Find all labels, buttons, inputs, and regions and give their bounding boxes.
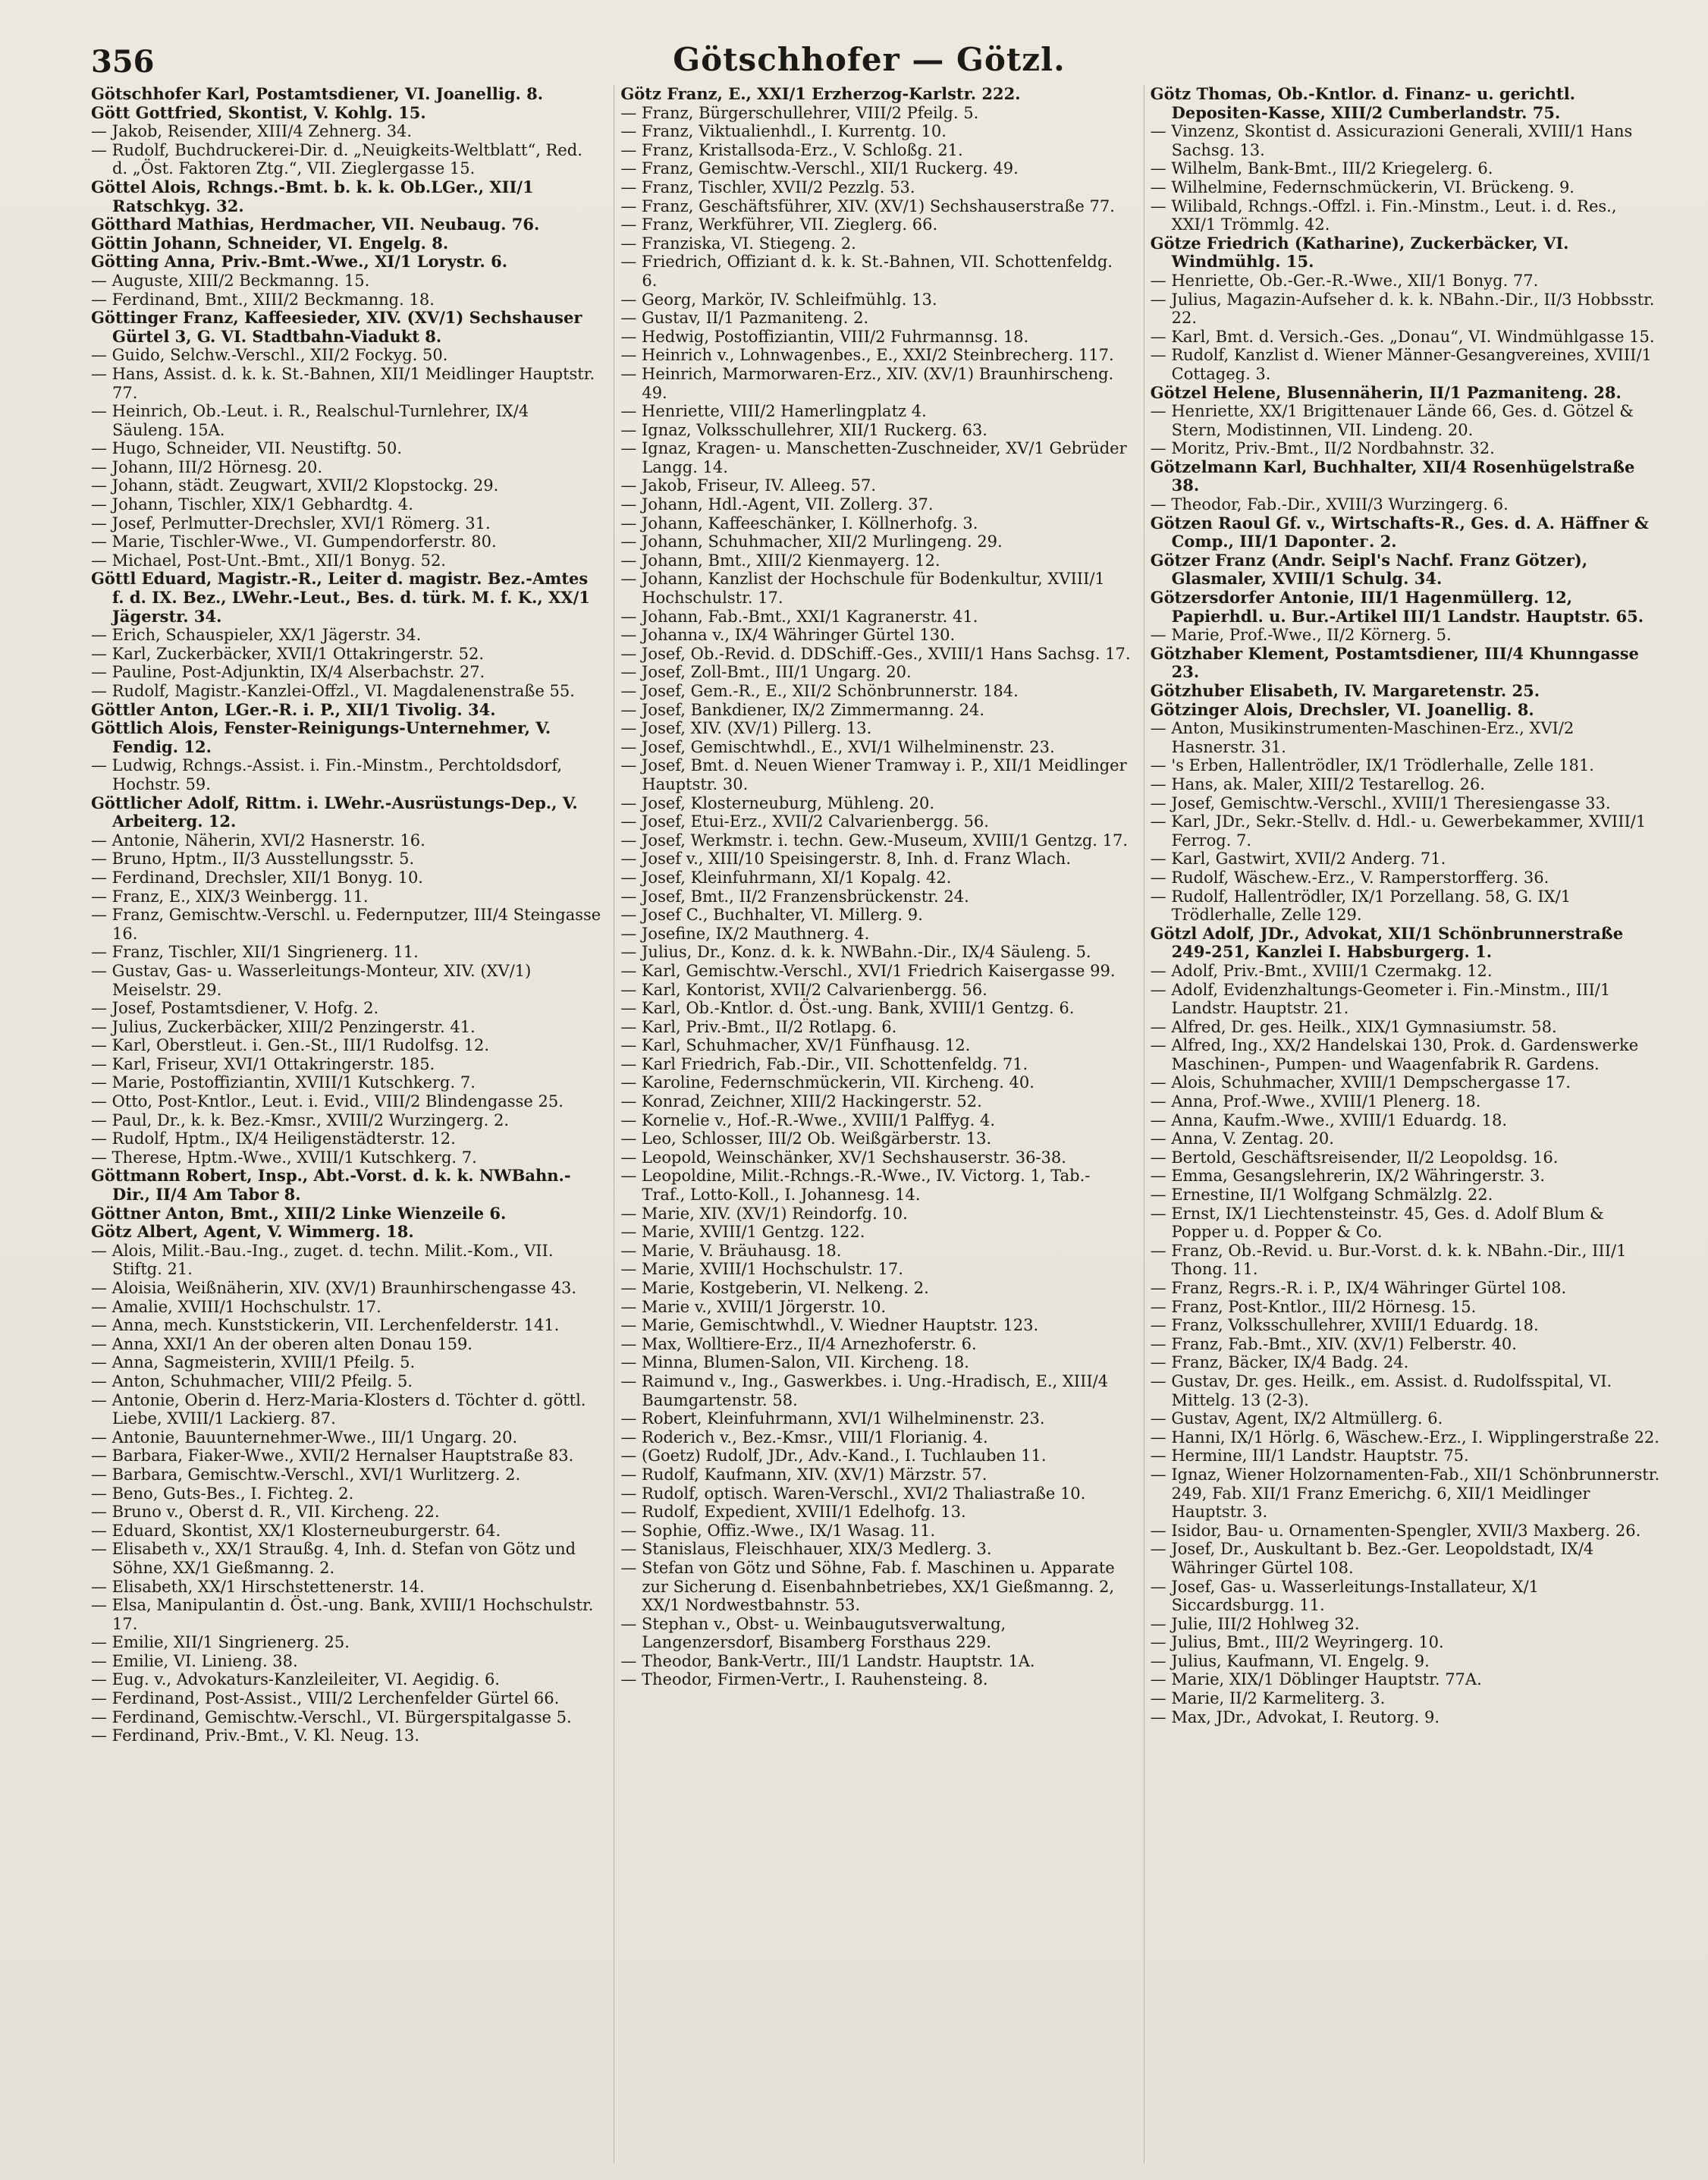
directory-entry: — Marie, Prof.-Wwe., II/2 Körnerg. 5. [1150,626,1452,645]
directory-entry: — Ferdinand, Bmt., XIII/2 Beckmanng. 18. [91,290,435,309]
directory-entry: — Max, Wolltiere-Erz., II/4 Arnezhoferstr. 6. [620,1334,977,1353]
directory-entry: — Anna, Prof.-Wwe., XVIII/1 Plenerg. 18. [1150,1092,1481,1111]
directory-entry: Götz Albert, Agent, V. Wimmerg. 18. [91,1222,414,1242]
directory-entry: — Ignaz, Volksschullehrer, XII/1 Ruckerg. 63. [620,420,987,439]
directory-entry: — Johann, Kanzlist der Hochschule für Bodenkultur, XVIII/1 Hochschulstr. 17. [620,570,1105,608]
directory-entry: Götzhuber Elisabeth, IV. Margaretenstr. 25. [1150,681,1540,700]
directory-entry: Göttel Alois, Rchngs.-Bmt. b. k. k. Ob.LGer., XII/1 Ratschkyg. 32. [91,177,534,215]
directory-entry: — Rudolf, optisch. Waren-Verschl., XVI/2 Thaliastraße 10. [620,1484,1086,1503]
directory-entry: — Rudolf, Hallentrödler, IX/1 Porzellang. 58, G. IX/1 Trödlerhalle, Zelle 129. [1150,887,1571,925]
directory-entry: — Franz, Tischler, XVII/2 Pezzlg. 53. [620,177,915,196]
directory-entry: — Franz, Post-Kntlor., III/2 Hörnesg. 15. [1150,1297,1477,1316]
directory-entry: — Auguste, XIII/2 Beckmanng. 15. [91,271,370,290]
directory-entry: — Emma, Gesangslehrerin, IX/2 Währingerstr. 3. [1150,1167,1546,1186]
directory-entry: — Jakob, Friseur, IV. Alleeg. 57. [620,476,877,495]
directory-entry: — Amalie, XVIII/1 Hochschulstr. 17. [91,1297,381,1316]
directory-entry: — Franziska, VI. Stiegeng. 2. [620,234,856,253]
directory-entry: — Alois, Milit.-Bau.-Ing., zuget. d. techn. Milit.-Kom., VII. Stiftg. 21. [91,1241,554,1279]
directory-entry: Götzelmann Karl, Buchhalter, XII/4 Rosenhügelstraße 38. [1150,457,1635,495]
directory-entry: — Adolf, Evidenzhaltungs-Geometer i. Fin.-Minstm., III/1 Landstr. Hauptstr. 21. [1150,980,1611,1018]
directory-entry: — Ernestine, II/1 Wolfgang Schmälzlg. 22. [1150,1186,1493,1205]
directory-entry: — Franz, Regrs.-R. i. P., IX/4 Währinger Gürtel 108. [1150,1279,1567,1297]
directory-entry: — Theodor, Fab.-Dir., XVIII/3 Wurzingerg. 6. [1150,495,1509,514]
directory-entry: — Karl, Ob.-Kntlor. d. Öst.-ung. Bank, XVIII/1 Gentzg. 6. [620,999,1075,1018]
directory-entry: — Josefine, IX/2 Mauthnerg. 4. [620,924,870,943]
directory-entry: — Vinzenz, Skontist d. Assicurazioni Generali, XVIII/1 Hans Sachsg. 13. [1150,122,1633,159]
directory-entry: — Heinrich, Ob.-Leut. i. R., Realschul-Turnlehrer, IX/4 Säuleng. 15A. [91,402,529,439]
directory-entry: — Marie, Gemischtwhdl., V. Wiedner Hauptstr. 123. [620,1316,1039,1335]
directory-entry: — Pauline, Post-Adjunktin, IX/4 Alserbachstr. 27. [91,663,485,682]
directory-entry: — Julius, Bmt., III/2 Weyringerg. 10. [1150,1633,1444,1652]
directory-entry: — Ludwig, Rchngs.-Assist. i. Fin.-Minstm., Perchtoldsdorf, Hochstr. 59. [91,756,563,793]
directory-entry: — Rudolf, Magistr.-Kanzlei-Offzl., VI. Magdalenenstraße 55. [91,682,575,700]
directory-entry: — Leopoldine, Milit.-Rchngs.-R.-Wwe., IV. Victorg. 1, Tab.-Traf., Lotto-Koll., I. Johannesg. 14. [620,1167,1091,1205]
directory-entry: Götzhaber Klement, Postamtsdiener, III/4 Khunngasse 23. [1150,643,1639,682]
directory-entry: — Anton, Schuhmacher, VIII/2 Pfeilg. 5. [91,1371,413,1390]
directory-entry: — Anna, mech. Kunststickerin, VII. Lerchenfelderstr. 141. [91,1316,560,1335]
directory-entry: — Josef, Gem.-R., E., XII/2 Schönbrunnerstr. 184. [620,682,1019,700]
directory-entry: Göttin Johann, Schneider, VI. Engelg. 8. [91,233,449,253]
directory-entry: — Therese, Hptm.-Wwe., XVIII/1 Kutschkerg. 7. [91,1148,477,1167]
directory-entry: — Alfred, Dr. ges. Heilk., XIX/1 Gymnasiumstr. 58. [1150,1017,1557,1036]
directory-entry: — Anton, Musikinstrumenten-Maschinen-Erz., XVI/2 Hasnerstr. 31. [1150,719,1575,756]
directory-entry: Götthard Mathias, Herdmacher, VII. Neubaug. 76. [91,215,540,234]
directory-entry: — Wilhelm, Bank-Bmt., III/2 Kriegelerg. 6. [1150,159,1493,178]
directory-entry: — Barbara, Fiaker-Wwe., XVII/2 Hernalser Hauptstraße 83. [91,1447,574,1465]
directory-entry: — Rudolf, Kaufmann, XIV. (XV/1) Märzstr. 57. [620,1465,987,1484]
directory-entry: — Gustav, II/1 Pazmaniteng. 2. [620,309,869,328]
directory-entry: — Karl, Zuckerbäcker, XVII/1 Ottakringerstr. 52. [91,644,485,663]
directory-entry: — Emilie, VI. Linieng. 38. [91,1651,298,1670]
directory-entry: — Josef, Ob.-Revid. d. DDSchiff.-Ges., XVIII/1 Hans Sachsg. 17. [620,644,1131,663]
directory-entry: — Guido, Selchw.-Verschl., XII/2 Fockyg. 50. [91,346,448,365]
directory-entry: — Marie, II/2 Karmeliterg. 3. [1150,1689,1386,1708]
directory-entry: — Leopold, Weinschänker, XV/1 Sechshauserstr. 36-38. [620,1148,1066,1167]
directory-entry: — Heinrich v., Lohnwagenbes., E., XXI/2 Steinbrecherg. 117. [620,346,1114,365]
directory-entry: — Ferdinand, Drechsler, XII/1 Bonyg. 10. [91,868,423,887]
page-number: 356 [91,44,155,80]
column-1 [91,85,601,2163]
running-head: Götschhofer — Götzl. [673,41,1066,78]
directory-entry: — Josef, Bmt., II/2 Franzensbrückenstr. 24. [620,887,969,906]
directory-entry: — Johann, Schuhmacher, XII/2 Murlingeng. 29. [620,532,1003,551]
directory-entry: — Karl, Friseur, XVI/1 Ottakringerstr. 185. [91,1054,435,1073]
directory-entry: — Erich, Schauspieler, XX/1 Jägerstr. 34. [91,626,422,645]
directory-entry: — Josef, Etui-Erz., XVII/2 Calvarienbergg. 56. [620,812,989,831]
directory-entry: — Hedwig, Postoffiziantin, VIII/2 Fuhrmannsg. 18. [620,327,1029,346]
directory-entry: — Anna, V. Zentag. 20. [1150,1129,1334,1148]
directory-entry: — Franz, Bäcker, IX/4 Badg. 24. [1150,1353,1409,1372]
directory-entry: — Josef, Dr., Auskultant b. Bez.-Ger. Leopoldstadt, IX/4 Währinger Gürtel 108. [1150,1540,1594,1577]
directory-entry: — Marie, XIX/1 Döblinger Hauptstr. 77A. [1150,1670,1482,1689]
directory-entry: — Josef, Klosterneuburg, Mühleng. 20. [620,793,935,812]
directory-entry: Götz Franz, E., XXI/1 Erzherzog-Karlstr. 222. [620,85,1021,103]
directory-entry: Götzel Helene, Blusennäherin, II/1 Pazmaniteng. 28. [1150,382,1622,402]
directory-entry: Götschhofer Karl, Postamtsdiener, VI. Joanellig. 8. [91,85,544,103]
directory-entry: — Roderich v., Bez.-Kmsr., VIII/1 Florianig. 4. [620,1428,988,1447]
directory-entry: — Hanni, IX/1 Hörlg. 6, Wäschew.-Erz., I. Wipplingerstraße 22. [1150,1428,1659,1447]
directory-entry: — Franz, Gemischtw.-Verschl. u. Federnputzer, III/4 Steingasse 16. [91,906,601,943]
directory-entry: — Jakob, Reisender, XIII/4 Zehnerg. 34. [91,122,413,141]
column-2 [614,85,1131,2163]
directory-entry: — Karl, Oberstleut. i. Gen.-St., III/1 Rudolfsg. 12. [91,1036,490,1055]
directory-entry: — Karl, Kontorist, XVII/2 Calvarienbergg. 56. [620,980,987,999]
directory-entry: — Franz, Geschäftsführer, XIV. (XV/1) Sechshauserstraße 77. [620,196,1115,215]
directory-entry: — Josef, Bankdiener, IX/2 Zimmermanng. 24. [620,700,985,719]
directory-entry: — Johann, Kaffeeschänker, I. Köllnerhofg. 3. [620,514,978,532]
directory-entry: — Ignaz, Wiener Holzornamenten-Fab., XII/1 Schönbrunnerstr. 249, Fab. XII/1 Franz Emerichg. 6, XII/1 Meidlinger Hauptstr. 3. [1150,1465,1660,1522]
directory-entry: — Georg, Markör, IV. Schleifmühlg. 13. [620,290,937,309]
directory-entry: — Moritz, Priv.-Bmt., II/2 Nordbahnstr. 32. [1150,439,1495,458]
directory-entry: — Julius, Zuckerbäcker, XIII/2 Penzingerstr. 41. [91,1017,476,1036]
directory-entry: — Franz, Kristallsoda-Erz., V. Schloßg. 21. [620,140,963,159]
directory-entry: — Stanislaus, Fleischhauer, XIX/3 Medlerg. 3. [620,1540,992,1559]
directory-entry: Göttmann Robert, Insp., Abt.-Vorst. d. k. k. NWBahn.-Dir., II/4 Am Tabor 8. [91,1166,571,1205]
directory-entry: — Karl, Bmt. d. Versich.-Ges. „Donau“, VI. Windmühlgasse 15. [1150,327,1655,346]
directory-entry: — Josef, Perlmutter-Drechsler, XVI/1 Römerg. 31. [91,514,491,532]
directory-entry: — Rudolf, Buchdruckerei-Dir. d. „Neuigkeits-Weltblatt“, Red. d. „Öst. Faktoren Ztg.“, VII. Zieglergasse 15. [91,140,582,178]
directory-entry: Göttler Anton, LGer.-R. i. P., XII/1 Tivolig. 34. [91,699,496,719]
directory-entry: — Rudolf, Wäschew.-Erz., V. Ramperstorfferg. 36. [1150,868,1549,887]
directory-entry: — Josef, Kleinfuhrmann, XI/1 Kopalg. 42. [620,868,952,887]
directory-entry: Götze Friedrich (Katharine), Zuckerbäcker, VI. Windmühlg. 15. [1150,233,1569,272]
directory-entry: — Johann, III/2 Hörnesg. 20. [91,457,323,476]
directory-entry: — Elisabeth v., XX/1 Straußg. 4, Inh. d. Stefan von Götz und Söhne, XX/1 Gießmanng. 2. [91,1540,576,1577]
directory-entry: — Josef, Postamtsdiener, V. Hofg. 2. [91,999,379,1018]
directory-entry: — Franz, Fab.-Bmt., XIV. (XV/1) Felberstr. 40. [1150,1334,1517,1353]
directory-entry: — Franz, Viktualienhdl., I. Kurrentg. 10. [620,122,947,141]
directory-entry: — Franz, E., XIX/3 Weinbergg. 11. [91,887,369,906]
directory-entry: Götting Anna, Priv.-Bmt.-Wwe., XI/1 Lorystr. 6. [91,252,508,272]
directory-entry: — Josef, Zoll-Bmt., III/1 Ungarg. 20. [620,663,912,682]
directory-entry: — Franz, Werkführer, VII. Zieglerg. 66. [620,215,938,234]
directory-entry: — Gustav, Agent, IX/2 Altmüllerg. 6. [1150,1409,1443,1428]
directory-entry: — Johann, Bmt., XIII/2 Kienmayerg. 12. [620,551,940,570]
directory-entry: — Wilhelmine, Federnschmückerin, VI. Brückeng. 9. [1150,177,1575,196]
directory-entry: — Hermine, III/1 Landstr. Hauptstr. 75. [1150,1447,1469,1465]
directory-entry: — Franz, Tischler, XII/1 Singrienerg. 11. [91,943,419,962]
directory-entry: — Otto, Post-Kntlor., Leut. i. Evid., VIII/2 Blindengasse 25. [91,1092,564,1111]
directory-entry: — Elisabeth, XX/1 Hirschstettenerstr. 14. [91,1577,425,1596]
directory-entry: — Isidor, Bau- u. Ornamenten-Spengler, XVII/3 Maxberg. 26. [1150,1521,1641,1540]
directory-entry: — Aloisia, Weißnäherin, XIV. (XV/1) Braunhirschengasse 43. [91,1279,577,1297]
directory-entry: — Julie, III/2 Hohlweg 32. [1150,1614,1360,1633]
directory-entry: — Marie v., XVIII/1 Jörgerstr. 10. [620,1297,887,1316]
directory-entry: — Wilibald, Rchngs.-Offzl. i. Fin.-Minstm., Leut. i. d. Res., XXI/1 Trömmlg. 42. [1150,196,1617,234]
directory-entry: — Konrad, Zeichner, XIII/2 Hackingerstr. 52. [620,1092,982,1111]
directory-entry: — Theodor, Bank-Vertr., III/1 Landstr. Hauptstr. 1A. [620,1651,1035,1670]
directory-entry: — Anna, XXI/1 An der oberen alten Donau 159. [91,1334,473,1353]
directory-entry: — (Goetz) Rudolf, JDr., Adv.-Kand., I. Tuchlauben 11. [620,1447,1047,1465]
directory-entry: — Josef C., Buchhalter, VI. Millerg. 9. [620,906,923,925]
directory-entry: — Elsa, Manipulantin d. Öst.-ung. Bank, XVIII/1 Hochschulstr. 17. [91,1596,594,1633]
directory-entry: — Karoline, Federnschmückerin, VII. Kircheng. 40. [620,1073,1035,1092]
directory-entry: Götzen Raoul Gf. v., Wirtschafts-R., Ges. d. A. Häffner & Comp., III/1 Dapontег. 2. [1150,513,1649,551]
directory-entry: — Marie, XIV. (XV/1) Reindorfg. 10. [620,1204,908,1223]
directory-entry: Götzl Adolf, JDr., Advokat, XII/1 Schönbrunnerstraße 249-251, Kanzlei I. Habsburgerg. 1. [1150,923,1624,962]
directory-entry: — Antonie, Bauunternehmer-Wwe., III/1 Ungarg. 20. [91,1428,518,1447]
directory-entry: — Franz, Bürgerschullehrer, VIII/2 Pfeilg. 5. [620,103,979,122]
directory-entry: Göttlicher Adolf, Rittm. i. LWehr.-Ausrüstungs-Dep., V. Arbeiterg. 12. [91,793,578,831]
directory-entry: — Ignaz, Kragen- u. Manschetten-Zuschneider, XV/1 Gebrüder Langg. 14. [620,439,1127,476]
directory-entry: — Ferdinand, Post-Assist., VIII/2 Lerchenfelder Gürtel 66. [91,1689,560,1708]
directory-entry: — Josef v., XIII/10 Speisingerstr. 8, Inh. d. Franz Wlach. [620,850,1071,869]
directory-entry: — Johann, städt. Zeugwart, XVII/2 Klopstockg. 29. [91,476,499,495]
directory-entry: — Marie, Postoffiziantin, XVIII/1 Kutschkerg. 7. [91,1073,476,1092]
directory-entry: — Beno, Guts-Bes., I. Fichteg. 2. [91,1484,354,1503]
directory-entry: — Marie, Kostgeberin, VI. Nelkeng. 2. [620,1279,929,1297]
directory-entry: — Bertold, Geschäftsreisender, II/2 Leopoldsg. 16. [1150,1148,1559,1167]
directory-entry: Göttl Eduard, Magistr.-R., Leiter d. magistr. Bez.-Amtes f. d. IX. Bez., LWehr.-Leut., Bes. d. türk. M. f. K., XX/1 Jägerstr. 34. [91,569,590,626]
directory-entry: — Sophie, Offiz.-Wwe., IX/1 Wasag. 11. [620,1521,936,1540]
directory-entry: — Anna, Kaufm.-Wwe., XVIII/1 Eduardg. 18. [1150,1110,1508,1129]
directory-entry: — Henriette, Ob.-Ger.-R.-Wwe., XII/1 Bonyg. 77. [1150,271,1539,290]
directory-entry: — Ferdinand, Gemischtw.-Verschl., VI. Bürgerspitalgasse 5. [91,1707,572,1726]
directory-entry: — Theodor, Firmen-Vertr., I. Rauhensteing. 8. [620,1670,988,1689]
directory-entry: — Michael, Post-Unt.-Bmt., XII/1 Bonyg. 52. [91,551,446,570]
directory-entry: — Rudolf, Expedient, XVIII/1 Edelhofg. 13. [620,1503,966,1522]
directory-entry: — 's Erben, Hallentrödler, IX/1 Trödlerhalle, Zelle 181. [1150,756,1594,775]
directory-entry: — Gustav, Gas- u. Wasserleitungs-Monteur, XIV. (XV/1) Meiselstr. 29. [91,961,532,999]
directory-entry: Göttlich Alois, Fenster-Reinigungs-Unternehmer, V. Fendig. 12. [91,718,551,756]
directory-entry: — Julius, Dr., Konz. d. k. k. NWBahn.-Dir., IX/4 Säuleng. 5. [620,943,1091,962]
directory-entry: — Franz, Ob.-Revid. u. Bur.-Vorst. d. k. k. NBahn.-Dir., III/1 Thong. 11. [1150,1241,1627,1279]
directory-entry: — Leo, Schlosser, III/2 Ob. Weißgärberstr. 13. [620,1129,992,1148]
directory-entry: — Hugo, Schneider, VII. Neustiftg. 50. [91,439,403,458]
columns [91,85,1661,2163]
directory-entry: — Johann, Fab.-Bmt., XXI/1 Kagranerstr. 41. [620,607,978,626]
directory-entry: — Eug. v., Advokaturs-Kanzleileiter, VI. Aegidig. 6. [91,1670,500,1689]
directory-entry: — Alois, Schuhmacher, XVIII/1 Dempschergasse 17. [1150,1073,1571,1092]
directory-entry: — Ernst, IX/1 Liechtensteinstr. 45, Ges. d. Adolf Blum & Popper u. d. Popper & Co. [1150,1204,1604,1242]
directory-entry: — Heinrich, Marmorwaren-Erz., XIV. (XV/1) Braunhirscheng. 49. [620,364,1114,402]
directory-entry: — Karl Friedrich, Fab.-Dir., VII. Schottenfeldg. 71. [620,1054,1028,1073]
directory-entry: Göttner Anton, Bmt., XIII/2 Linke Wienzeile 6. [91,1203,507,1223]
directory-entry: — Henriette, XX/1 Brigittenauer Lände 66, Ges. d. Götzel & Stern, Modistinnen, VII. Lindeng. 20. [1150,402,1634,439]
directory-entry: Götzersdorfer Antonie, III/1 Hagenmüllerg. 12, Papierhdl. u. Bur.-Artikel III/1 Landstr. Hauptstr. 65. [1150,588,1644,626]
directory-entry: — Raimund v., Ing., Gaswerkbes. i. Ung.-Hradisch, E., XIII/4 Baumgartenstr. 58. [620,1371,1109,1409]
directory-entry: — Adolf, Priv.-Bmt., XVIII/1 Czermakg. 12. [1150,961,1493,980]
directory-entry: — Antonie, Näherin, XVI/2 Hasnerstr. 16. [91,831,425,850]
directory-entry: — Hans, ak. Maler, XIII/2 Testarellog. 26. [1150,774,1485,793]
directory-entry: — Johanna v., IX/4 Währinger Gürtel 130. [620,626,956,645]
directory-entry: — Karl, JDr., Sekr.-Stellv. d. Hdl.- u. Gewerbekammer, XVIII/1 Ferrog. 7. [1150,812,1647,850]
directory-entry: — Marie, XVIII/1 Hochschulstr. 17. [620,1260,903,1279]
directory-entry: — Josef, Bmt. d. Neuen Wiener Tramway i. P., XII/1 Meidlinger Hauptstr. 30. [620,756,1127,793]
directory-entry: — Friedrich, Offiziant d. k. k. St.-Bahnen, VII. Schottenfeldg. 6. [620,253,1113,290]
directory-entry: — Barbara, Gemischtw.-Verschl., XVI/1 Wurlitzerg. 2. [91,1465,521,1484]
directory-entry: — Kornelie v., Hof.-R.-Wwe., XVIII/1 Palffyg. 4. [620,1110,996,1129]
directory-entry: — Antonie, Oberin d. Herz-Maria-Klosters d. Töchter d. göttl. Liebe, XVIII/1 Lackierg. 87. [91,1390,586,1428]
directory-entry: — Josef, Gemischtwhdl., E., XVI/1 Wilhelminenstr. 23. [620,737,1055,756]
directory-entry: — Henriette, VIII/2 Hamerlingplatz 4. [620,402,927,421]
directory-entry: Göttinger Franz, Kaffeesieder, XIV. (XV/1) Sechshauser Gürtel 3, G. VI. Stadtbahn-Viadukt 8. [91,308,582,346]
directory-entry: — Emilie, XII/1 Singrienerg. 25. [91,1633,350,1652]
directory-entry: — Karl, Gemischtw.-Verschl., XVI/1 Friedrich Kaisergasse 99. [620,961,1116,980]
directory-entry: — Karl, Priv.-Bmt., II/2 Rotlapg. 6. [620,1017,897,1036]
directory-entry: — Anna, Sagmeisterin, XVIII/1 Pfeilg. 5. [91,1353,416,1372]
directory-entry: — Josef, Gemischtw.-Verschl., XVIII/1 Theresiengasse 33. [1150,793,1611,812]
directory-entry: — Ferdinand, Priv.-Bmt., V. Kl. Neug. 13. [91,1726,420,1745]
directory-entry: — Eduard, Skontist, XX/1 Klosterneuburgerstr. 64. [91,1521,501,1540]
directory-entry: — Julius, Magazin-Aufseher d. k. k. NBahn.-Dir., II/3 Hobbsstr. 22. [1150,290,1655,328]
directory-entry: — Marie, Tischler-Wwe., VI. Gumpendorferstr. 80. [91,532,497,551]
directory-entry: Götzer Franz (Andr. Seipl's Nachf. Franz Götzer), Glasmaler, XVIII/1 Schulg. 34. [1150,550,1588,589]
directory-entry: — Alfred, Ing., XX/2 Handelskai 130, Prok. d. Gardenswerke Maschinen-, Pumpen- und Waagenfabrik R. Gardens. [1150,1036,1639,1073]
directory-entry: — Josef, Werkmstr. i. techn. Gew.-Museum, XVIII/1 Gentzg. 17. [620,831,1129,850]
directory-entry: — Julius, Kaufmann, VI. Engelg. 9. [1150,1651,1430,1670]
directory-entry: — Max, JDr., Advokat, I. Reutorg. 9. [1150,1707,1440,1726]
directory-entry: — Stephan v., Obst- u. Weinbaugutsverwaltung, Langenzersdorf, Bisamberg Forsthaus 229. [620,1614,1006,1652]
directory-entry: — Rudolf, Hptm., IX/4 Heiligenstädterstr. 12. [91,1129,456,1148]
directory-entry: — Rudolf, Kanzlist d. Wiener Männer-Gesangvereines, XVIII/1 Cottageg. 3. [1150,346,1652,383]
directory-entry: — Karl, Schuhmacher, XV/1 Fünfhausg. 12. [620,1036,971,1055]
directory-entry: Götzinger Alois, Drechsler, VI. Joanellig. 8. [1150,699,1534,719]
directory-entry: — Marie, V. Bräuhausg. 18. [620,1241,842,1260]
directory-entry: — Karl, Gastwirt, XVII/2 Anderg. 71. [1150,850,1446,869]
directory-entry: — Minna, Blumen-Salon, VII. Kircheng. 18. [620,1353,969,1372]
directory-entry: Götz Thomas, Ob.-Kntlor. d. Finanz- u. gerichtl. Depositen-Kasse, XIII/2 Cumberlandstr. 75. [1150,85,1575,122]
directory-entry: — Josef, Gas- u. Wasserleitungs-Installateur, X/1 Siccardsburgg. 11. [1150,1577,1540,1615]
directory-entry: — Josef, XIV. (XV/1) Pillerg. 13. [620,719,872,738]
directory-entry: — Paul, Dr., k. k. Bez.-Kmsr., XVIII/2 Wurzingerg. 2. [91,1110,510,1129]
directory-entry: — Johann, Tischler, XIX/1 Gebhardtg. 4. [91,495,413,514]
directory-entry: — Bruno, Hptm., II/3 Ausstellungsstr. 5. [91,850,415,869]
directory-entry: — Robert, Kleinfuhrmann, XVI/1 Wilhelminenstr. 23. [620,1409,1045,1428]
directory-entry: — Franz, Gemischtw.-Verschl., XII/1 Ruckerg. 49. [620,159,1019,178]
directory-entry: — Marie, XVIII/1 Gentzg. 122. [620,1223,865,1242]
directory-entry: — Johann, Hdl.-Agent, VII. Zollerg. 37. [620,495,934,514]
directory-entry: Gött Gottfried, Skontist, V. Kohlg. 15. [91,102,426,122]
directory-entry: — Stefan von Götz und Söhne, Fab. f. Maschinen u. Apparate zur Sicherung d. Eisenbahnbetriebes, XX/1 Gießmanng. 2, XX/1 Nordwestbahnstr. 53. [620,1558,1115,1615]
directory-entry: — Gustav, Dr. ges. Heilk., em. Assist. d. Rudolfsspital, VI. Mittelg. 13 (2-3). [1150,1371,1612,1409]
directory-entry: — Franz, Volksschullehrer, XVIII/1 Eduardg. 18. [1150,1316,1539,1335]
directory-entry: — Bruno v., Oberst d. R., VII. Kircheng. 22. [91,1503,440,1522]
column-3 [1144,85,1661,2163]
directory-entry: — Hans, Assist. d. k. k. St.-Bahnen, XII/1 Meidlinger Hauptstr. 77. [91,364,595,402]
